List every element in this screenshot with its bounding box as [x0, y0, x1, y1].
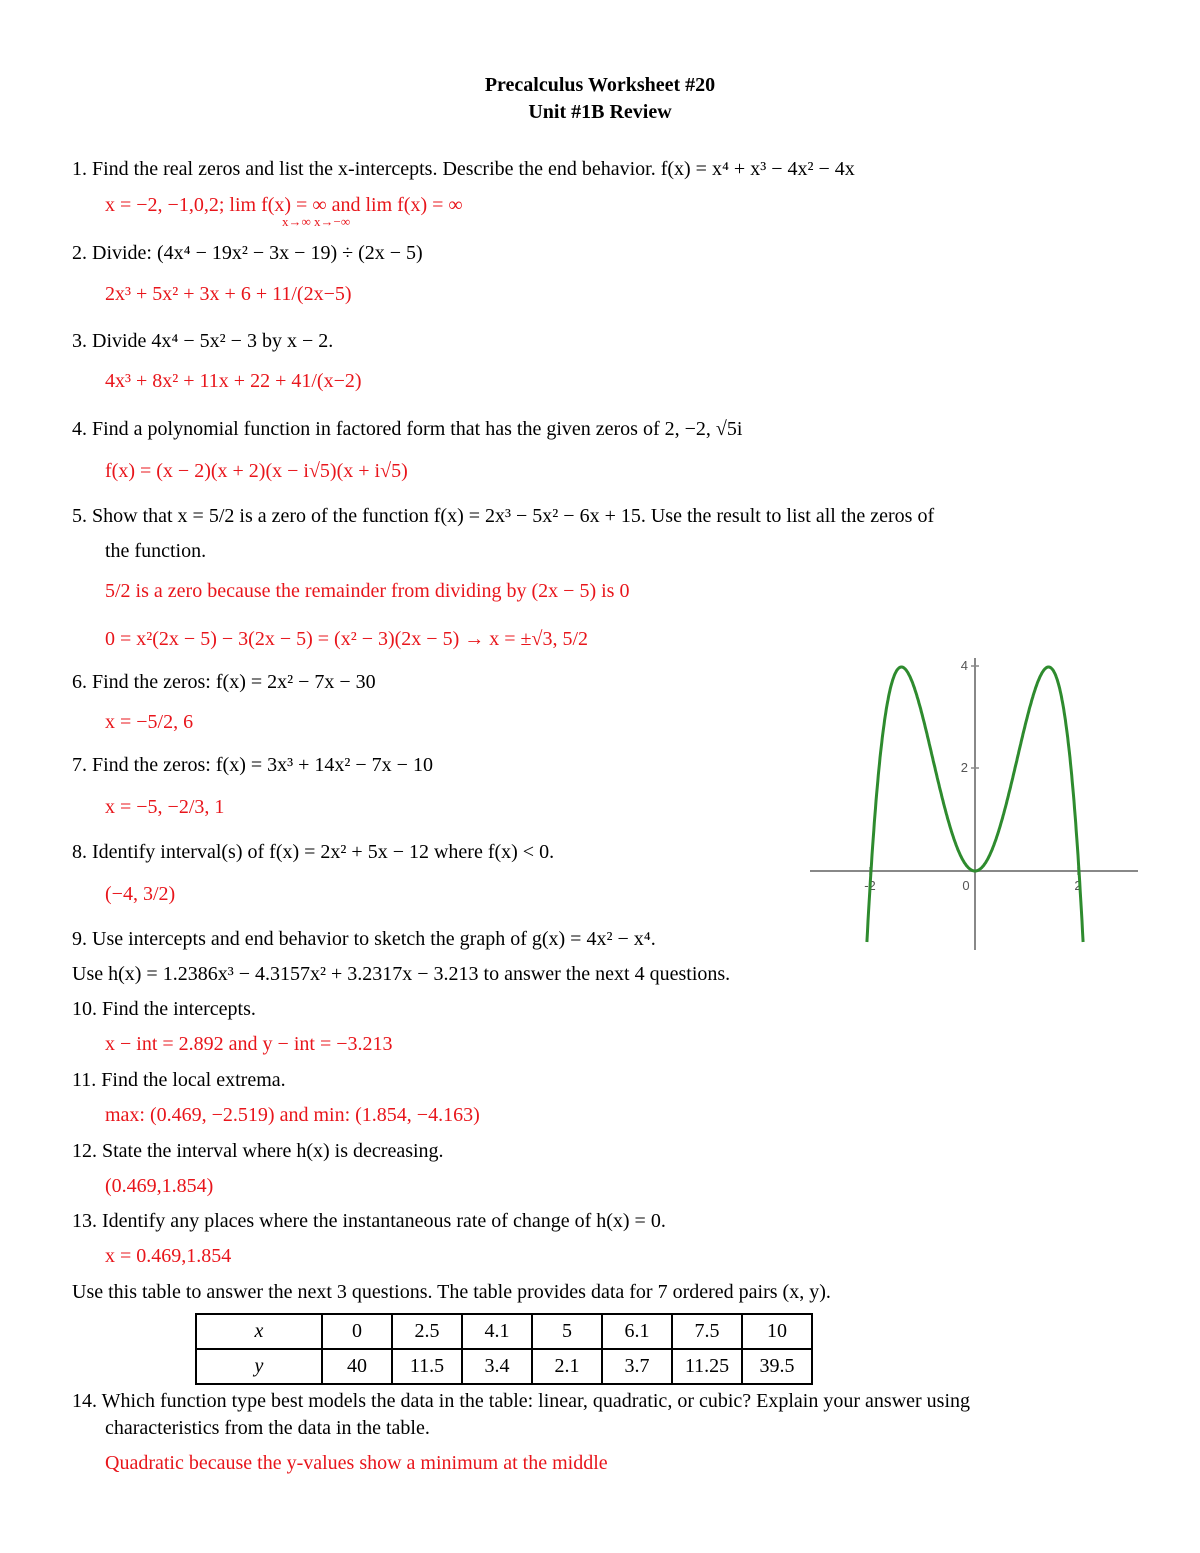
table-cell: 2.5 [392, 1314, 462, 1349]
table-header-x: x [196, 1314, 322, 1349]
problem-11-answer: max: (0.469, −2.519) and min: (1.854, −4.163) [105, 1104, 480, 1126]
problem-6-answer: x = −5/2, 6 [105, 711, 194, 733]
page-subtitle: Unit #1B Review [528, 101, 672, 123]
table-cell: 6.1 [602, 1314, 672, 1349]
table-cell: 11.25 [672, 1349, 742, 1384]
table-cell: 3.4 [462, 1349, 532, 1384]
problem-7-answer: x = −5, −2/3, 1 [105, 796, 225, 818]
problem-9-question: 9. Use intercepts and end behavior to sketch the graph of g(x) = 4x² − x⁴. [72, 928, 656, 950]
problem-3-answer: 4x³ + 8x² + 11x + 22 + 41/(x−2) [105, 370, 362, 392]
table-cell: 7.5 [672, 1314, 742, 1349]
table-intro: Use this table to answer the next 3 questions. The table provides data for 7 ordered pairs (x, y). [72, 1281, 831, 1303]
problem-14-question: 14. Which function type best models the data in the table: linear, quadratic, or cubic? Explain your answer using [72, 1390, 971, 1412]
problem-5-answer-2: 0 = x²(2x − 5) − 3(2x − 5) = (x² − 3)(2x − 5) → x = ±√3, 5/2 [105, 628, 589, 650]
problem-4-answer: f(x) = (x − 2)(x + 2)(x − i√5)(x + i√5) [105, 460, 408, 482]
problem-10-answer: x − int = 2.892 and y − int = −3.213 [105, 1033, 393, 1055]
table-cell: 39.5 [742, 1349, 812, 1384]
problem-1-question: 1. Find the real zeros and list the x-intercepts. Describe the end behavior. f(x) = x⁴ + x³ − 4x² − 4x [72, 158, 855, 180]
problem-2-answer: 2x³ + 5x² + 3x + 6 + 11/(2x−5) [105, 283, 352, 305]
function-graph [808, 648, 1143, 953]
table-cell: 5 [532, 1314, 602, 1349]
table-row-y [196, 1349, 812, 1384]
problem-5-question: 5. Show that x = 5/2 is a zero of the function f(x) = 2x³ − 5x² − 6x + 15. Use the result to list all the zeros of [72, 505, 935, 527]
table-row-x [196, 1314, 812, 1349]
problem-13-question: 13. Identify any places where the instantaneous rate of change of h(x) = 0. [72, 1210, 666, 1232]
problem-2-question: 2. Divide: (4x⁴ − 19x² − 3x − 19) ÷ (2x − 5) [72, 242, 423, 264]
problem-8-question: 8. Identify interval(s) of f(x) = 2x² + 5x − 12 where f(x) < 0. [72, 841, 555, 863]
problem-7-question: 7. Find the zeros: f(x) = 3x³ + 14x² − 7x − 10 [72, 754, 433, 776]
table-cell: 11.5 [392, 1349, 462, 1384]
table-cell: 40 [322, 1349, 392, 1384]
problem-3-question: 3. Divide 4x⁴ − 5x² − 3 by x − 2. [72, 330, 334, 352]
problem-1-answer: x = −2, −1,0,2; lim f(x) = ∞ and lim f(x) = ∞ [105, 194, 463, 216]
problem-1-answer-limits: x→∞ x→−∞ [282, 214, 351, 229]
problem-4-question: 4. Find a polynomial function in factored form that has the given zeros of 2, −2, √5i [72, 418, 743, 440]
x-tick-label-0: 0 [962, 878, 970, 893]
y-tick-label-2: 2 [960, 760, 968, 775]
problem-6-question: 6. Find the zeros: f(x) = 2x² − 7x − 30 [72, 671, 376, 693]
problem-13-answer: x = 0.469,1.854 [105, 1245, 232, 1267]
problem-5-question-cont: the function. [105, 540, 207, 562]
problem-12-question: 12. State the interval where h(x) is decreasing. [72, 1140, 444, 1162]
problem-12-answer: (0.469,1.854) [105, 1175, 214, 1197]
problem-14-question-cont: characteristics from the data in the table. [105, 1417, 430, 1439]
x-tick-label-neg2: -2 [864, 878, 876, 893]
page-title: Precalculus Worksheet #20 [484, 74, 716, 96]
table-cell: 0 [322, 1314, 392, 1349]
y-tick-label-4: 4 [960, 658, 968, 673]
data-table [195, 1313, 813, 1385]
problem-10-question: 10. Find the intercepts. [72, 998, 256, 1020]
table-cell: 2.1 [532, 1349, 602, 1384]
problem-11-question: 11. Find the local extrema. [72, 1069, 286, 1091]
problem-5-answer: 5/2 is a zero because the remainder from dividing by (2x − 5) is 0 [105, 580, 630, 602]
x-tick-label-2: 2 [1074, 878, 1082, 893]
problem-14-answer: Quadratic because the y-values show a minimum at the middle [105, 1452, 608, 1474]
table-cell: 10 [742, 1314, 812, 1349]
problem-8-answer: (−4, 3/2) [105, 883, 176, 905]
table-cell: 4.1 [462, 1314, 532, 1349]
h-function-intro: Use h(x) = 1.2386x³ − 4.3157x² + 3.2317x − 3.213 to answer the next 4 questions. [72, 963, 731, 985]
table-header-y: y [196, 1349, 322, 1384]
table-cell: 3.7 [602, 1349, 672, 1384]
